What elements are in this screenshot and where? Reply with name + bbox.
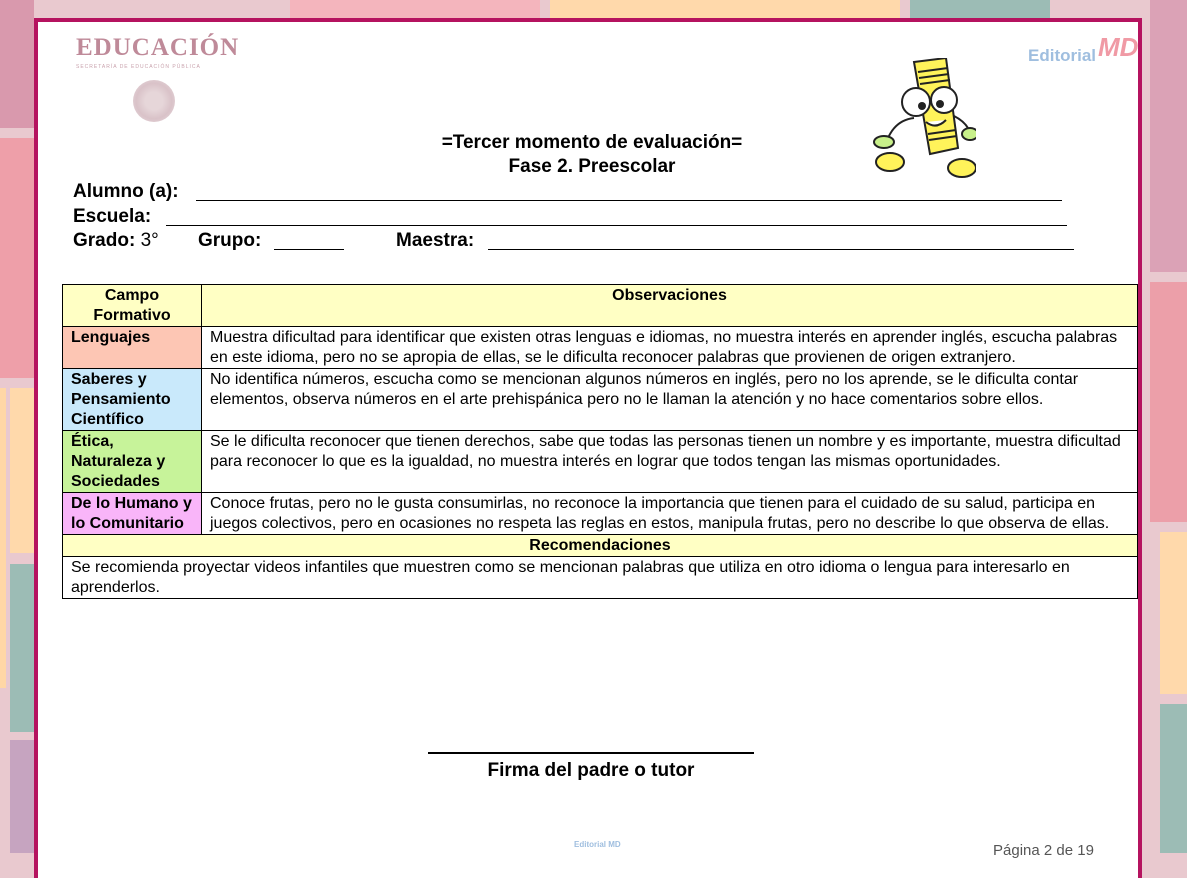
recomendaciones-header-row <box>63 535 1138 557</box>
footer-brand-logo: Editorial MD <box>574 840 621 849</box>
sep-title: EDUCACIÓN <box>76 34 240 61</box>
grado-value: 3° <box>140 230 159 251</box>
escuela-label: Escuela: <box>73 206 152 227</box>
table-row <box>63 369 1138 431</box>
bg-tile <box>1160 704 1187 853</box>
firma-label: Firma del padre o tutor <box>487 760 695 781</box>
table-row <box>63 493 1138 535</box>
recomendaciones-row <box>63 557 1138 599</box>
bg-tile <box>550 0 900 18</box>
sep-logo <box>76 34 240 70</box>
table-row <box>63 431 1138 493</box>
obs-lenguajes: Muestra dificultad para identificar que existen otras lenguas e idiomas, no muestra interés en aprender inglés, escucha palabras en este idioma, pero no se apropia de ellas, se le dificulta reconocer palabras que provienen de origen extranjero. <box>202 327 1138 369</box>
bg-tile <box>1150 0 1187 272</box>
bg-tile <box>0 138 34 378</box>
editorial-md-logo <box>1028 28 1138 78</box>
obs-saberes: No identifica números, escucha como se mencionan algunos números en inglés, pero no los aprende, se le dificulta contar elementos, observa números en el arte prehispánica pero no le llaman la atención y no hace comentarios sobre ellos. <box>202 369 1138 431</box>
campo-saberes: Saberes y Pensamiento Científico <box>63 369 202 431</box>
bg-tile <box>910 0 1050 18</box>
bg-tile <box>10 740 34 853</box>
bg-tile <box>1150 282 1187 522</box>
bg-tile <box>0 0 34 128</box>
escuela-field[interactable] <box>166 225 1067 226</box>
doc-title: =Tercer momento de evaluación= <box>441 132 743 153</box>
table-row <box>63 327 1138 369</box>
brand-word: Editorial <box>1028 46 1097 65</box>
col-campo-header: Campo Formativo <box>63 285 202 327</box>
alumno-field[interactable] <box>196 200 1062 201</box>
national-seal-icon <box>133 80 175 122</box>
alumno-label: Alumno (a): <box>73 181 179 202</box>
obs-etica: Se le dificulta reconocer que tienen derechos, sabe que todas las personas tienen un nombre y es importante, muestra dificultad para reconocer lo que es la igualdad, no muestra interés en lograr que todos tengan las mismas oportunidades. <box>202 431 1138 493</box>
page-number: Página 2 de 19 <box>993 842 1094 859</box>
campo-humano: De lo Humano y lo Comunitario <box>63 493 202 535</box>
doc-subtitle: Fase 2. Preescolar <box>508 156 676 177</box>
bg-tile <box>1160 532 1187 694</box>
grupo-field[interactable] <box>274 249 344 250</box>
col-observaciones-header: Observaciones <box>202 285 1138 327</box>
bg-tile <box>10 564 34 732</box>
grupo-label: Grupo: <box>198 230 262 251</box>
recomendaciones-text: Se recomienda proyectar videos infantiles que muestren como se mencionan palabras que utiliza en otro idioma o lengua para interesarlo en aprenderlos. <box>63 557 1138 599</box>
grado-label: Grado: 3° <box>73 230 159 251</box>
maestra-field[interactable] <box>488 249 1074 250</box>
obs-humano: Conoce frutas, pero no le gusta consumirlas, no reconoce la importancia que tienen para el cuidado de su salud, participa en juegos colectivos, pero en ocasiones no respeta las reglas en estos, manipula frutas, pero no describe lo que observa de ellas. <box>202 493 1138 535</box>
brand-mark: MD <box>1098 32 1139 62</box>
campo-lenguajes: Lenguajes <box>63 327 202 369</box>
recomendaciones-header: Recomendaciones <box>63 535 1138 557</box>
evaluation-table <box>62 284 1138 599</box>
firma-line[interactable] <box>428 752 754 754</box>
document-page <box>34 18 1142 878</box>
maestra-label: Maestra: <box>396 230 475 251</box>
bg-tile <box>290 0 540 18</box>
sep-subtitle: SECRETARÍA DE EDUCACIÓN PÚBLICA <box>76 64 201 70</box>
bg-tile <box>0 388 6 688</box>
table-header-row <box>63 285 1138 327</box>
campo-etica: Ética, Naturaleza y Sociedades <box>63 431 202 493</box>
bg-tile <box>10 388 34 553</box>
